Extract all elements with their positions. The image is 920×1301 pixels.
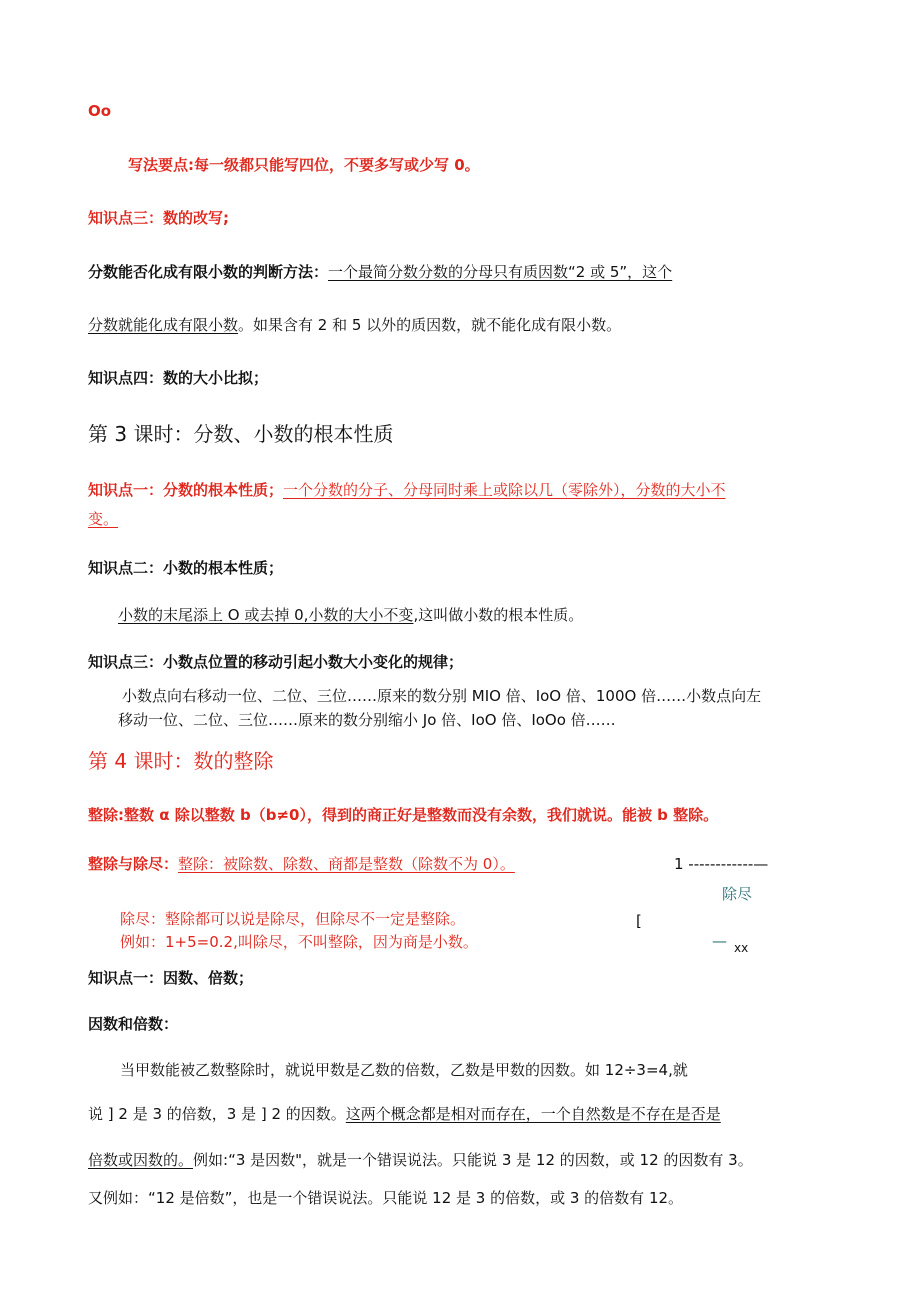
divide-vs-exhaust-label: 整除与除尽： — [88, 855, 179, 873]
lesson3-kp1-line — [88, 480, 726, 500]
divisible-definition: 整除:整数 α 除以整数 b（b≠0），得到的商正好是整数而没有余数，我们就说。能被 b 整除。 — [88, 806, 719, 824]
diagram-exhaust-label: 除尽 — [722, 885, 753, 903]
writing-rule: 写法要点:每一级都只能写四位，不要多写或少写 0。 — [128, 156, 480, 174]
paragraph-line-3-underlined: 倍数或因数的。 — [88, 1151, 194, 1169]
lesson3-kp3-line1: 小数点向右移动一位、二位、三位……原来的数分别 MIO 倍、IoO 倍、100O 倍……小数点向左 — [122, 687, 762, 705]
knowledge-point-3-title: 知识点三：数的改写; — [88, 209, 229, 227]
lesson3-kp2-body — [118, 605, 583, 625]
paragraph-line-3 — [88, 1150, 753, 1170]
paragraph-line-2-underlined: 这两个概念都是相对而存在，一个自然数是不存在是否是 — [345, 1105, 721, 1123]
lesson3-kp3-title: 知识点三：小数点位置的移动引起小数大小变化的规律； — [88, 653, 464, 671]
diagram-dash: — — [712, 932, 727, 950]
knowledge-point-4-title: 知识点四：数的大小比拟； — [88, 369, 269, 387]
fraction-rule-label: 分数能否化成有限小数的判断方法： — [88, 263, 329, 281]
paragraph-line-4: 又例如：“12 是倍数”，也是一个错误说法。只能说 12 是 3 的倍数，或 3 的倍数有 12。 — [88, 1189, 684, 1207]
fraction-rule-cont-underlined: 分数就能化成有限小数 — [88, 316, 239, 334]
lesson-4-title: 第 4 课时：数的整除 — [88, 749, 274, 773]
fraction-rule-cont-text: 。如果含有 2 和 5 以外的质因数，就不能化成有限小数。 — [238, 316, 622, 334]
factor-kp1-title: 知识点一：因数、倍数； — [88, 969, 254, 987]
paragraph-line-3-b: 例如:“3 是因数"，就是一个错误说法。只能说 3 是 12 的因数，或 12 的因数有 3。 — [193, 1151, 753, 1169]
fraction-rule-line — [88, 262, 672, 282]
lesson3-kp1-label: 知识点一：分数的根本性质； — [88, 481, 284, 499]
fraction-rule-continuation — [88, 315, 621, 335]
paragraph-line-2-a: 说 ] 2 是 3 的倍数，3 是 ] 2 的因数。 — [88, 1105, 346, 1123]
exhaust-line-1: 除尽：整除都可以说是除尽，但除尽不一定是整除。 — [120, 910, 466, 928]
lesson3-kp3-line2: 移动一位、二位、三位……原来的数分别缩小 Jo 倍、IoO 倍、IoOo 倍…… — [118, 711, 616, 729]
lesson3-kp1-text: 一个分数的分子、分母同时乘上或除以几（零除外），分数的大小不 — [283, 481, 726, 499]
oo-text: Oo — [88, 102, 112, 120]
paragraph-line-2 — [88, 1104, 721, 1124]
diagram-bracket: [ — [636, 912, 642, 930]
paragraph-line-1: 当甲数能被乙数整除时，就说甲数是乙数的倍数，乙数是甲数的因数。如 12÷3=4,就 — [120, 1061, 688, 1079]
divide-vs-exhaust-line — [88, 854, 515, 874]
lesson-3-title: 第 3 课时：分数、小数的根本性质 — [88, 422, 394, 446]
factor-multiple-title: 因数和倍数： — [88, 1015, 179, 1033]
exhaust-line-2: 例如：1+5=0.2,叫除尽，不叫整除，因为商是小数。 — [120, 933, 478, 951]
diagram-xx: xx — [734, 941, 749, 955]
lesson3-kp2-title: 知识点二：小数的根本性质； — [88, 559, 284, 577]
lesson3-kp1-text-cont: 变。 — [88, 510, 119, 528]
lesson3-kp2-underlined: 小数的末尾添上 O 或去掉 0,小数的大小不变 — [118, 606, 414, 624]
fraction-rule-text: 一个最简分数分数的分母只有质因数“2 或 5”，这个 — [328, 263, 673, 281]
diagram-one-line: 1 ------------— — [674, 855, 769, 873]
lesson3-kp2-rest: ,这叫做小数的根本性质。 — [413, 606, 584, 624]
divide-vs-exhaust-text: 整除：被除数、除数、商都是整数（除数不为 0）。 — [178, 855, 515, 873]
